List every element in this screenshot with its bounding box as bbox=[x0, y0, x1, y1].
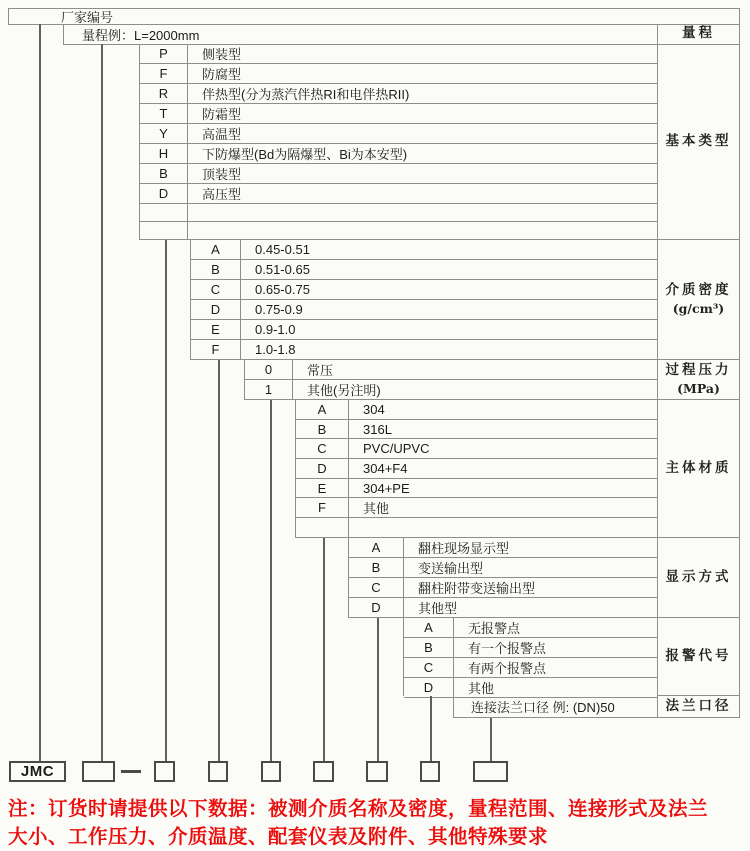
basic-type-block bbox=[139, 44, 657, 240]
option-description: 有两个报警点 bbox=[468, 661, 547, 676]
category-alarm-code-label: 报警代号 bbox=[665, 647, 732, 664]
basic-type-row bbox=[140, 204, 657, 222]
option-code: B bbox=[404, 638, 454, 657]
option-description: 下防爆型(Bd为隔爆型、Bi为本安型) bbox=[202, 147, 408, 162]
model-code-box bbox=[313, 761, 334, 782]
basic-type-row bbox=[140, 184, 657, 204]
body-material-row bbox=[296, 498, 657, 518]
process-pressure-row bbox=[245, 360, 657, 380]
alarm-code-row bbox=[404, 678, 657, 698]
option-description: 其他(另注明) bbox=[307, 383, 381, 398]
option-code: A bbox=[349, 538, 404, 557]
option-code: C bbox=[404, 658, 454, 677]
medium-density-row bbox=[191, 320, 657, 340]
medium-density-row bbox=[191, 240, 657, 260]
range-example-label: 量程例：L=2000mm bbox=[82, 27, 200, 43]
option-code: A bbox=[404, 618, 454, 637]
order-note-line1: 注：订货时请提供以下数据：被测介质名称及密度，量程范围、连接形式及法兰 bbox=[8, 798, 709, 820]
option-description bbox=[188, 204, 657, 221]
option-description: 304+PE bbox=[363, 480, 410, 496]
category-medium-density bbox=[657, 240, 740, 360]
model-code-box bbox=[473, 761, 508, 782]
connector-line bbox=[101, 44, 103, 761]
model-code-box bbox=[420, 761, 440, 782]
option-description: 304+F4 bbox=[363, 460, 408, 476]
basic-type-row bbox=[140, 44, 657, 64]
body-material-block bbox=[295, 400, 657, 538]
category-alarm-code bbox=[657, 618, 740, 696]
option-code: A bbox=[296, 400, 349, 419]
connector-line bbox=[323, 538, 325, 761]
basic-type-row bbox=[140, 64, 657, 84]
option-description: 顶装型 bbox=[202, 167, 242, 182]
basic-type-row bbox=[140, 104, 657, 124]
model-dash-separator bbox=[121, 770, 141, 773]
body-material-row bbox=[296, 400, 657, 420]
category-body-material bbox=[657, 400, 740, 538]
connector-line bbox=[377, 618, 379, 761]
option-description: 高压型 bbox=[202, 187, 242, 202]
model-prefix-box: JMC bbox=[9, 761, 66, 782]
medium-density-row bbox=[191, 300, 657, 320]
option-description: 连接法兰口径 例: (DN)50 bbox=[471, 700, 615, 715]
option-code: D bbox=[404, 678, 454, 697]
option-code: F bbox=[296, 498, 349, 517]
body-material-row bbox=[296, 420, 657, 440]
option-description: 翻柱现场显示型 bbox=[418, 541, 510, 556]
category-process-pressure-label: 过程压力 bbox=[665, 361, 732, 378]
option-description: 无报警点 bbox=[468, 621, 521, 636]
option-code: Y bbox=[140, 124, 188, 143]
model-code-box bbox=[366, 761, 388, 782]
alarm-code-row bbox=[404, 618, 657, 638]
option-description: 常压 bbox=[307, 363, 334, 378]
category-flange-size-label: 法兰口径 bbox=[665, 697, 732, 714]
category-flange-size bbox=[657, 696, 740, 718]
option-description: 0.65-0.75 bbox=[255, 282, 310, 297]
option-code: E bbox=[296, 479, 349, 498]
option-code: B bbox=[349, 558, 404, 577]
body-material-row bbox=[296, 479, 657, 499]
order-note-line2: 大小、工作压力、介质温度、配套仪表及附件、其他特殊要求 bbox=[8, 826, 549, 848]
connector-line bbox=[490, 718, 492, 761]
option-code: C bbox=[349, 578, 404, 597]
option-code: C bbox=[191, 280, 241, 299]
medium-density-row bbox=[191, 340, 657, 360]
body-material-row bbox=[296, 459, 657, 479]
option-code: B bbox=[140, 164, 188, 183]
factory-code-row bbox=[8, 8, 740, 25]
basic-type-row bbox=[140, 164, 657, 184]
category-basic-type-label: 基本类型 bbox=[665, 132, 732, 149]
option-description: 高温型 bbox=[202, 127, 242, 142]
connector-line bbox=[165, 240, 167, 761]
option-code: F bbox=[191, 340, 241, 359]
option-code: B bbox=[191, 260, 241, 279]
body-material-row bbox=[296, 439, 657, 459]
category-process-pressure-unit: (MPa) bbox=[677, 381, 720, 397]
option-description: 0.51-0.65 bbox=[255, 262, 310, 277]
basic-type-row bbox=[140, 84, 657, 104]
option-code: C bbox=[296, 439, 349, 458]
factory-code-label: 厂家编号 bbox=[61, 10, 114, 25]
option-description: 伴热型(分为蒸汽伴热RI和电伴热RII) bbox=[202, 87, 410, 102]
option-description: 1.0-1.8 bbox=[255, 342, 296, 357]
option-description: PVC/UPVC bbox=[363, 441, 430, 457]
connector-line bbox=[430, 696, 432, 761]
option-code: E bbox=[191, 320, 241, 339]
category-medium-density-unit: (g/cm³) bbox=[672, 301, 725, 317]
option-description: 0.45-0.51 bbox=[255, 242, 310, 257]
option-description: 其他 bbox=[363, 501, 390, 517]
option-code: F bbox=[140, 64, 188, 83]
option-description: 变送输出型 bbox=[418, 561, 484, 576]
option-description: 翻柱附带变送输出型 bbox=[418, 581, 536, 596]
display-mode-row bbox=[349, 558, 657, 578]
option-code bbox=[140, 204, 188, 221]
option-description: 防腐型 bbox=[202, 67, 242, 82]
option-description bbox=[349, 518, 657, 537]
option-code: A bbox=[191, 240, 241, 259]
option-code: H bbox=[140, 144, 188, 163]
order-note bbox=[8, 795, 748, 851]
display-mode-block bbox=[348, 538, 657, 618]
option-description: 有一个报警点 bbox=[468, 641, 547, 656]
alarm-code-row bbox=[404, 638, 657, 658]
option-description: 316L bbox=[363, 421, 392, 437]
display-mode-row bbox=[349, 578, 657, 598]
display-mode-row bbox=[349, 598, 657, 618]
medium-density-row bbox=[191, 260, 657, 280]
medium-density-block bbox=[190, 240, 657, 360]
option-code bbox=[296, 518, 349, 537]
basic-type-row bbox=[140, 222, 657, 240]
option-code: D bbox=[191, 300, 241, 319]
option-code: T bbox=[140, 104, 188, 123]
model-code-box bbox=[82, 761, 115, 782]
option-code: 1 bbox=[245, 380, 293, 399]
body-material-row bbox=[296, 518, 657, 538]
category-display-mode-label: 显示方式 bbox=[665, 568, 732, 585]
option-description bbox=[188, 222, 657, 239]
model-code-box bbox=[208, 761, 228, 782]
flange-size-block bbox=[453, 696, 657, 718]
option-description: 侧装型 bbox=[202, 47, 242, 62]
option-code: 0 bbox=[245, 360, 293, 379]
category-display-mode bbox=[657, 538, 740, 618]
option-code: D bbox=[296, 459, 349, 478]
flange-size-row bbox=[454, 696, 657, 718]
option-code: P bbox=[140, 44, 188, 63]
display-mode-row bbox=[349, 538, 657, 558]
category-range-label: 量程 bbox=[682, 25, 715, 42]
basic-type-row bbox=[140, 124, 657, 144]
model-code-box bbox=[154, 761, 175, 782]
option-description: 0.9-1.0 bbox=[255, 322, 296, 337]
category-body-material-label: 主体材质 bbox=[665, 459, 732, 476]
option-code: D bbox=[349, 598, 404, 617]
option-description: 防霜型 bbox=[202, 107, 242, 122]
range-example-row bbox=[63, 24, 657, 45]
alarm-code-row bbox=[404, 658, 657, 678]
option-description: 0.75-0.9 bbox=[255, 302, 303, 317]
option-description: 304 bbox=[363, 401, 385, 417]
option-code bbox=[140, 222, 188, 239]
basic-type-row bbox=[140, 144, 657, 164]
process-pressure-row bbox=[245, 380, 657, 400]
alarm-code-block bbox=[403, 618, 657, 696]
option-code: R bbox=[140, 84, 188, 103]
category-range bbox=[657, 24, 740, 45]
option-description: 其他型 bbox=[418, 601, 458, 616]
option-code: B bbox=[296, 420, 349, 439]
option-code: D bbox=[140, 184, 188, 203]
connector-line bbox=[218, 360, 220, 761]
category-basic-type bbox=[657, 44, 740, 240]
category-process-pressure bbox=[657, 360, 740, 400]
connector-line bbox=[270, 400, 272, 761]
process-pressure-block bbox=[244, 360, 657, 400]
medium-density-row bbox=[191, 280, 657, 300]
model-code-box bbox=[261, 761, 281, 782]
category-medium-density-label: 介质密度 bbox=[665, 281, 732, 298]
connector-line bbox=[39, 24, 41, 761]
option-description: 其他 bbox=[468, 681, 495, 696]
